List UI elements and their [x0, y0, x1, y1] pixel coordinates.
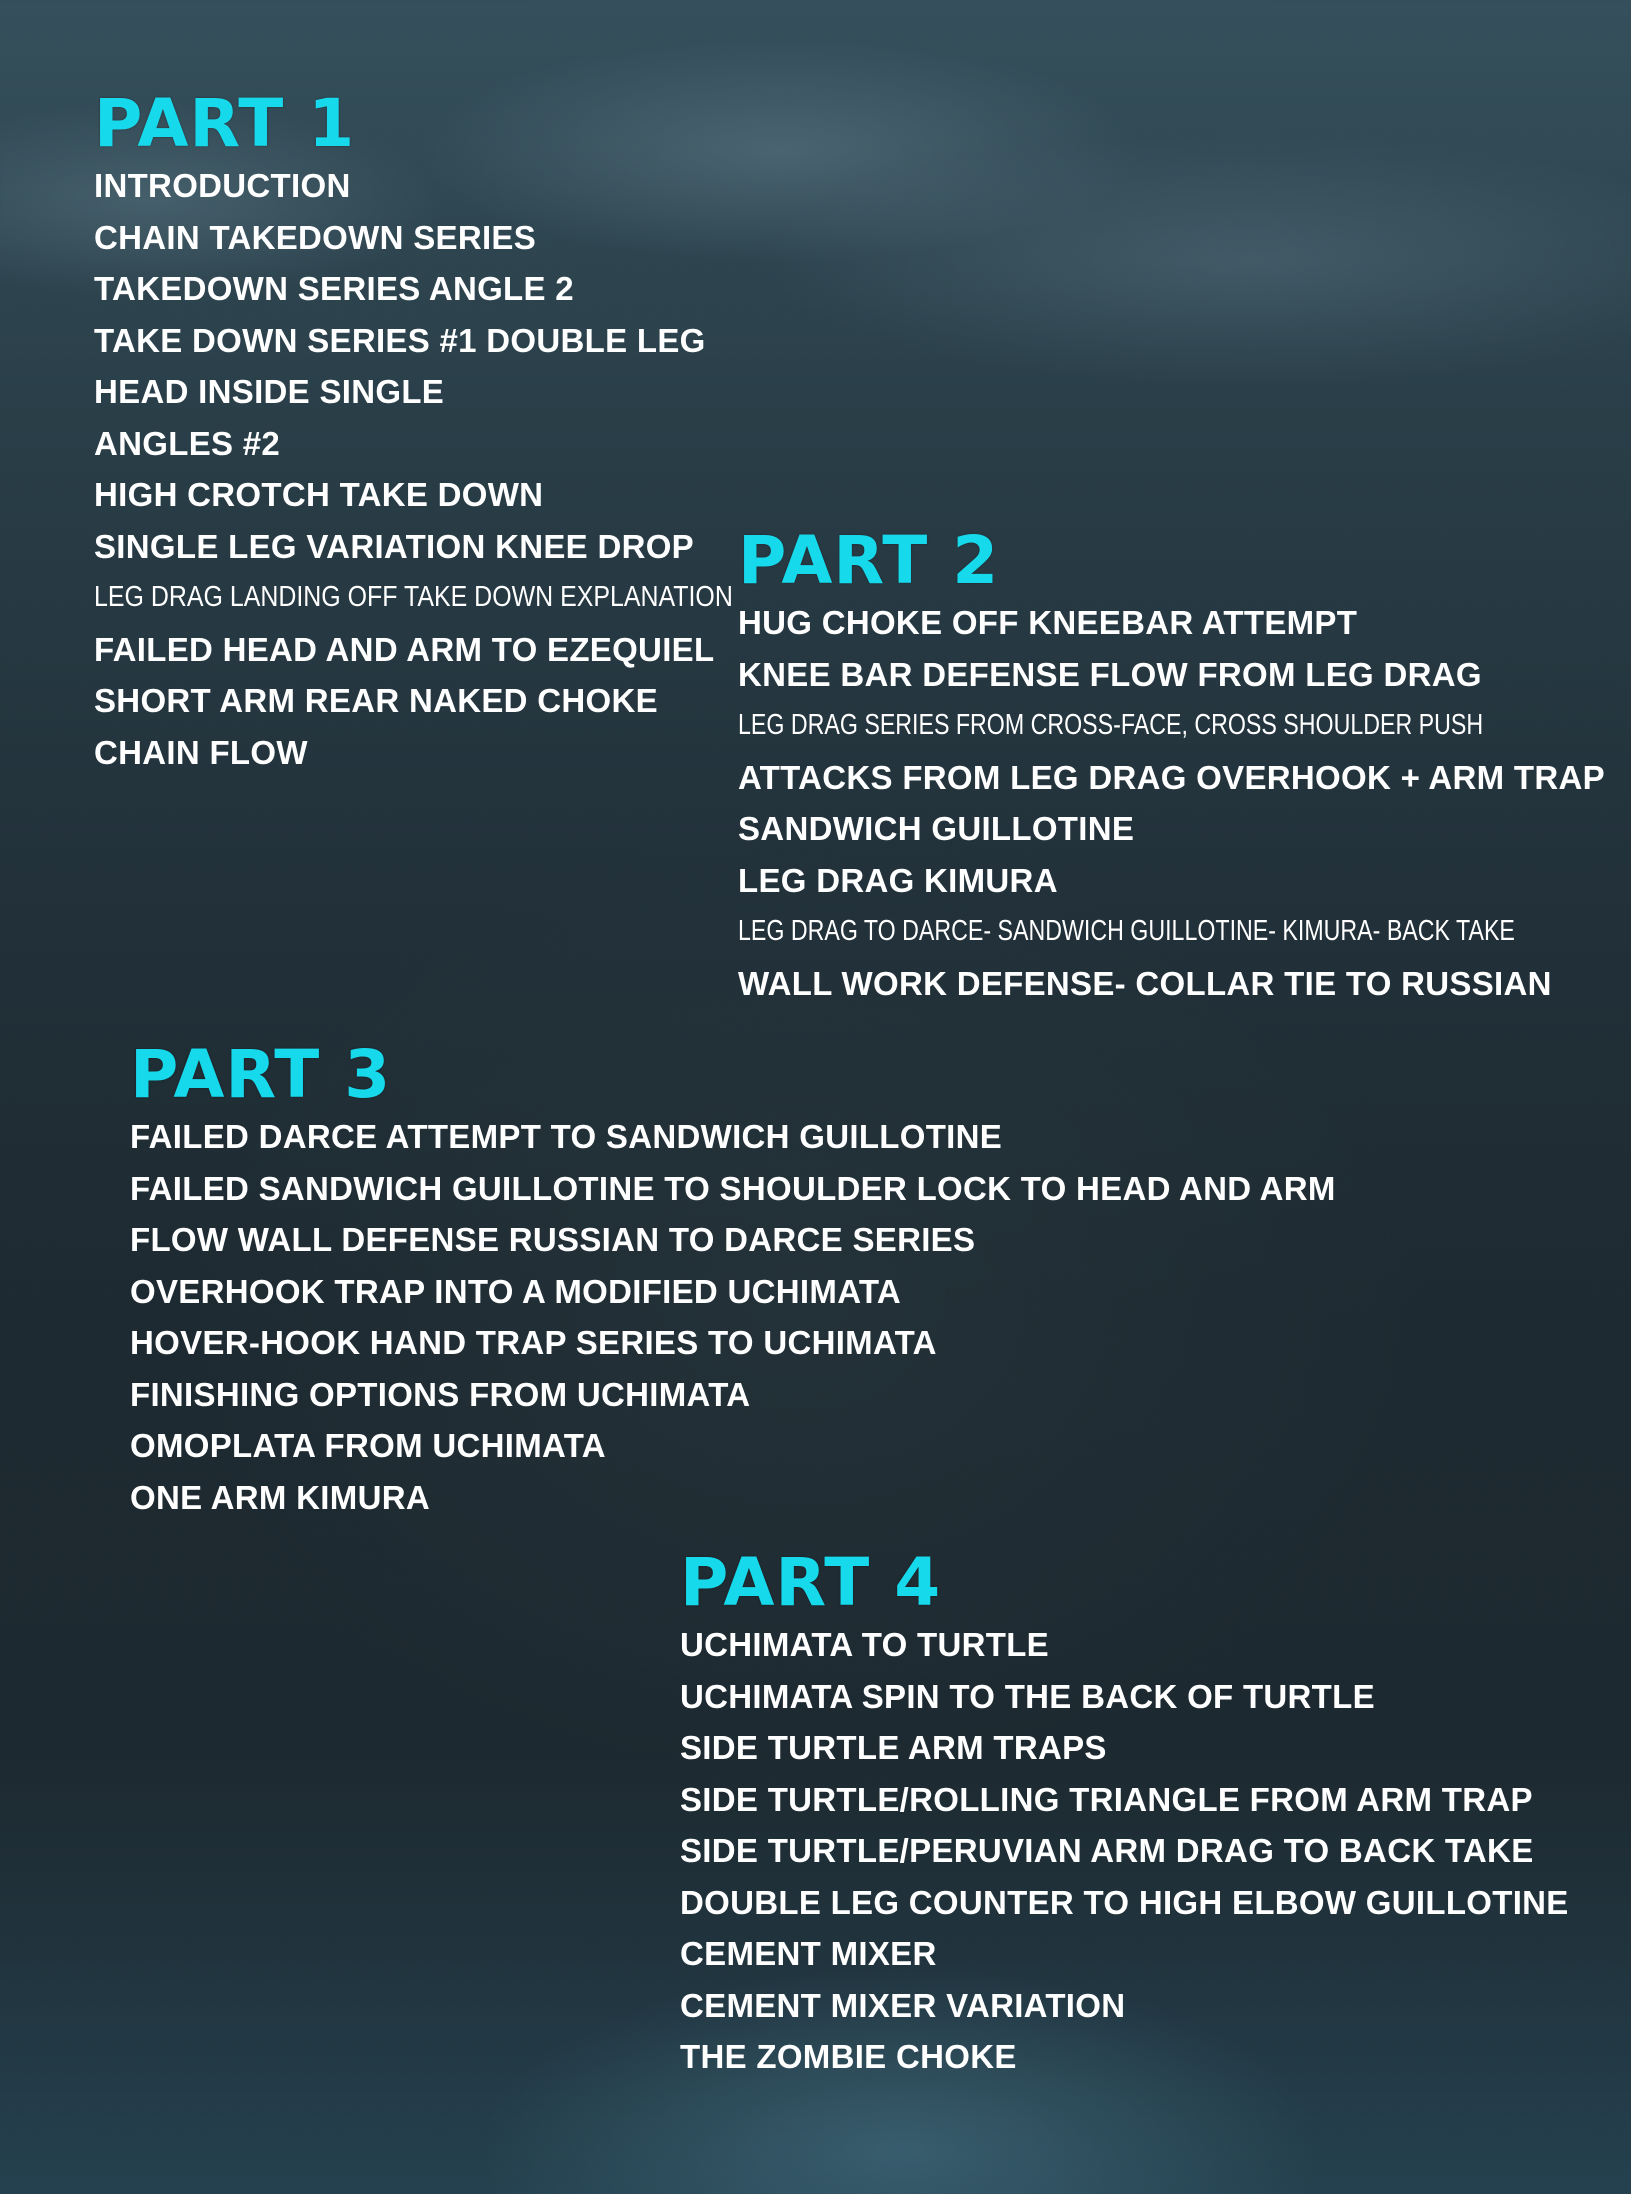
part-2-title: PART 2: [738, 522, 1000, 599]
list-item: HUG CHOKE OFF KNEEBAR ATTEMPT: [738, 604, 1358, 641]
part-4-section: [680, 1544, 1569, 2083]
list-item: FAILED DARCE ATTEMPT TO SANDWICH GUILLOTINE: [130, 1118, 1003, 1155]
list-item: CEMENT MIXER: [680, 1935, 937, 1972]
part-2-list: [738, 597, 1631, 1009]
list-item: OMOPLATA FROM UCHIMATA: [130, 1427, 606, 1464]
list-item: FAILED SANDWICH GUILLOTINE TO SHOULDER LOCK TO HEAD AND ARM: [130, 1169, 1336, 1207]
list-item: LEG DRAG LANDING OFF TAKE DOWN EXPLANATION: [94, 581, 733, 613]
list-item: SIDE TURTLE/ROLLING TRIANGLE FROM ARM TRAP: [680, 1780, 1533, 1818]
list-item: INTRODUCTION: [94, 167, 351, 204]
list-item: TAKEDOWN SERIES ANGLE 2: [94, 270, 574, 307]
list-item: KNEE BAR DEFENSE FLOW FROM LEG DRAG: [738, 655, 1482, 693]
part-1-section: [94, 85, 837, 778]
list-item: HEAD INSIDE SINGLE: [94, 373, 445, 410]
list-item: CHAIN TAKEDOWN SERIES: [94, 218, 537, 256]
list-item: SIDE TURTLE/PERUVIAN ARM DRAG TO BACK TAKE: [680, 1832, 1534, 1869]
part-3-section: [130, 1036, 1336, 1523]
part-3-title: PART 3: [130, 1036, 392, 1113]
part-4-title: PART 4: [680, 1544, 942, 1621]
list-item: OVERHOOK TRAP INTO A MODIFIED UCHIMATA: [130, 1272, 902, 1310]
list-item: SHORT ARM REAR NAKED CHOKE: [94, 682, 658, 719]
list-item: SIDE TURTLE ARM TRAPS: [680, 1729, 1107, 1766]
part-1-list: [94, 160, 837, 778]
list-item: LEG DRAG KIMURA: [738, 861, 1058, 899]
list-item: CEMENT MIXER VARIATION: [680, 1986, 1126, 2024]
list-item: FAILED HEAD AND ARM TO EZEQUIEL: [94, 630, 715, 668]
list-item: SINGLE LEG VARIATION KNEE DROP: [94, 527, 694, 565]
list-item: HIGH CROTCH TAKE DOWN: [94, 476, 544, 513]
list-item: ATTACKS FROM LEG DRAG OVERHOOK + ARM TRAP: [738, 758, 1605, 796]
list-item: HOVER-HOOK HAND TRAP SERIES TO UCHIMATA: [130, 1324, 937, 1361]
list-item: FLOW WALL DEFENSE RUSSIAN TO DARCE SERIES: [130, 1221, 976, 1258]
list-item: ANGLES #2: [94, 424, 281, 462]
part-2-section: [738, 522, 1631, 1009]
list-item: ONE ARM KIMURA: [130, 1478, 430, 1516]
part-3-list: [130, 1111, 1336, 1523]
list-item: TAKE DOWN SERIES #1 DOUBLE LEG: [94, 321, 706, 359]
list-item: SANDWICH GUILLOTINE: [738, 810, 1135, 847]
list-item: DOUBLE LEG COUNTER TO HIGH ELBOW GUILLOTINE: [680, 1883, 1569, 1921]
list-item: FINISHING OPTIONS FROM UCHIMATA: [130, 1375, 751, 1413]
list-item: THE ZOMBIE CHOKE: [680, 2038, 1017, 2075]
part-4-list: [680, 1619, 1569, 2083]
list-item: UCHIMATA SPIN TO THE BACK OF TURTLE: [680, 1677, 1375, 1715]
list-item: UCHIMATA TO TURTLE: [680, 1626, 1049, 1663]
list-item: WALL WORK DEFENSE- COLLAR TIE TO RUSSIAN: [738, 964, 1552, 1002]
list-item: LEG DRAG TO DARCE- SANDWICH GUILLOTINE- KIMURA- BACK TAKE: [738, 915, 1515, 947]
list-item: LEG DRAG SERIES FROM CROSS-FACE, CROSS SHOULDER PUSH: [738, 709, 1484, 741]
part-1-title: PART 1: [94, 85, 356, 162]
list-item: CHAIN FLOW: [94, 733, 308, 771]
